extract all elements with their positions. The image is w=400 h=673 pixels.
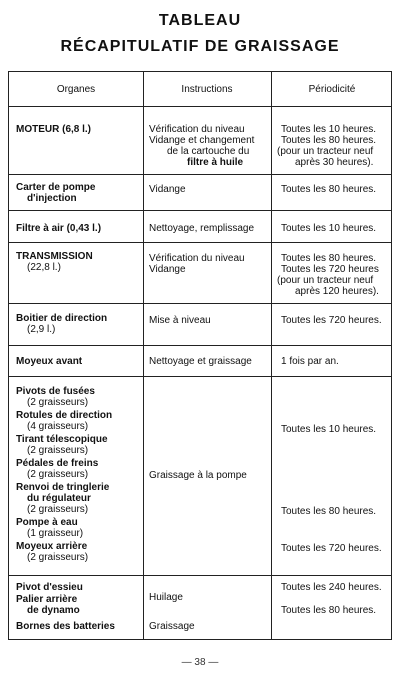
periodicite-line: Toutes les 720 heures — [281, 264, 379, 275]
periodicite-line: Toutes les 80 heures. — [281, 605, 377, 616]
page-subtitle: RÉCAPITULATIF DE GRAISSAGE — [60, 38, 340, 55]
row-divider — [9, 174, 391, 175]
periodicite-line: Toutes les 80 heures. — [281, 184, 377, 195]
instruction-line: Graissage à la pompe — [149, 470, 247, 481]
organe-item: Moyeux arrière — [16, 541, 88, 552]
row-divider — [9, 210, 391, 211]
instruction-line: Nettoyage et graissage — [149, 356, 252, 367]
organe-item: Renvoi de tringlerie — [16, 482, 110, 493]
organe-item: (2 graisseurs) — [27, 504, 89, 515]
organe-item: (1 graisseur) — [27, 528, 84, 539]
periodicite-line: Toutes les 10 heures. — [281, 424, 377, 435]
header-periodicite: Périodicité — [308, 84, 356, 95]
row-divider — [9, 376, 391, 377]
organe-boitier: (2,9 l.) — [27, 324, 56, 335]
row-divider — [9, 106, 391, 107]
page-number: — 38 — — [181, 657, 219, 668]
organe-item: (2 graisseurs) — [27, 469, 89, 480]
header-organes: Organes — [56, 84, 96, 95]
periodicite-line: Toutes les 240 heures. — [281, 582, 382, 593]
column-divider — [143, 72, 144, 639]
periodicite-line: (pour un tracteur neuf — [277, 146, 374, 157]
organe-item: Bornes des batteries — [16, 621, 115, 632]
periodicite-line: Toutes les 10 heures. — [281, 223, 377, 234]
organe-item: du régulateur — [27, 493, 91, 504]
periodicite-line: (pour un tracteur neuf — [277, 275, 374, 286]
row-divider — [9, 303, 391, 304]
periodicite-line: Toutes les 10 heures. — [281, 124, 377, 135]
organe-item: Pivots de fusées — [16, 386, 95, 397]
header-instructions: Instructions — [181, 84, 233, 95]
row-divider — [9, 345, 391, 346]
organe-transmission: TRANSMISSION — [16, 251, 93, 262]
organe-item: (2 graisseurs) — [27, 445, 89, 456]
page-title: TABLEAU — [158, 12, 242, 29]
periodicite-line: après 120 heures). — [295, 286, 379, 297]
organe-filtre: Filtre à air (0,43 l.) — [16, 223, 102, 234]
row-divider — [9, 242, 391, 243]
instruction-line: Mise à niveau — [149, 315, 211, 326]
periodicite-line: Toutes les 80 heures. — [281, 506, 377, 517]
organe-item: (2 graisseurs) — [27, 552, 89, 563]
instruction-line: Vérification du niveau — [149, 124, 245, 135]
periodicite-line: après 30 heures). — [295, 157, 374, 168]
organe-item: Pivot d'essieu — [16, 582, 83, 593]
organe-item: Rotules de direction — [16, 410, 113, 421]
instruction-line: Vidange et changement — [149, 135, 255, 146]
instruction-line: Huilage — [149, 592, 183, 603]
periodicite-line: 1 fois par an. — [281, 356, 339, 367]
instruction-line: de la cartouche du — [167, 146, 250, 157]
organe-carter: d'injection — [27, 193, 77, 204]
instruction-line: Vidange — [149, 184, 186, 195]
instruction-line: Nettoyage, remplissage — [149, 223, 255, 234]
periodicite-line: Toutes les 720 heures. — [281, 315, 382, 326]
instruction-line: Graissage — [149, 621, 195, 632]
organe-transmission: (22,8 l.) — [27, 262, 61, 273]
row-divider — [9, 575, 391, 576]
organe-item: Tirant télescopique — [16, 434, 108, 445]
column-divider — [271, 72, 272, 639]
organe-item: Palier arrière — [16, 594, 78, 605]
organe-item: Pédales de freins — [16, 458, 99, 469]
organe-carter: Carter de pompe — [16, 182, 96, 193]
instruction-line: filtre à huile — [187, 157, 244, 168]
organe-moteur: MOTEUR (6,8 l.) — [16, 124, 92, 135]
organe-item: Pompe à eau — [16, 517, 78, 528]
organe-moyeux-avant: Moyeux avant — [16, 356, 83, 367]
lubrication-table — [8, 71, 392, 640]
organe-item: (4 graisseurs) — [27, 421, 89, 432]
periodicite-line: Toutes les 720 heures. — [281, 543, 382, 554]
organe-item: (2 graisseurs) — [27, 397, 89, 408]
organe-item: de dynamo — [27, 605, 80, 616]
instruction-line: Vidange — [149, 264, 186, 275]
instruction-line: Vérification du niveau — [149, 253, 245, 264]
organe-boitier: Boitier de direction — [16, 313, 108, 324]
periodicite-line: Toutes les 80 heures. — [281, 135, 377, 146]
periodicite-line: Toutes les 80 heures. — [281, 253, 377, 264]
